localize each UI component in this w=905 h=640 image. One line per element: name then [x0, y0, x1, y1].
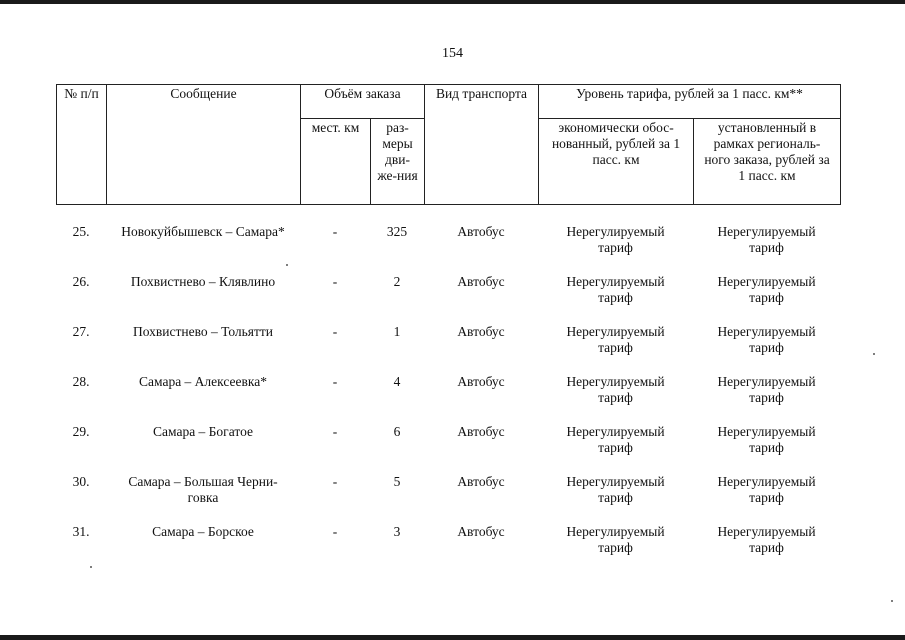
table-row — [56, 272, 840, 322]
table-row — [56, 222, 840, 272]
row-route: Новокуйбышевск – Самара* — [121, 224, 285, 239]
row-seats: - — [332, 224, 338, 239]
row-tariff-economic: Нерегулируемый тариф — [566, 424, 665, 455]
row-transport: Автобус — [457, 274, 505, 289]
row-tariff-regional: Нерегулируемый тариф — [717, 274, 816, 305]
row-number: 27. — [72, 324, 90, 339]
scan-speck — [873, 353, 875, 355]
row-route: Самара – Алексеевка* — [139, 374, 267, 389]
row-transport: Автобус — [457, 524, 505, 539]
row-route: Самара – Борское — [152, 524, 254, 539]
row-trips: 2 — [393, 274, 401, 289]
header-tariff-regional: установленный в рамках региональ-ного заказа, рублей за 1 пасс. км — [694, 119, 841, 205]
row-number: 31. — [72, 524, 90, 539]
row-transport: Автобус — [457, 424, 505, 439]
row-route: Самара – Богатое — [153, 424, 253, 439]
header-tariff: Уровень тарифа, рублей за 1 пасс. км** — [539, 85, 841, 119]
row-tariff-regional: Нерегулируемый тариф — [717, 324, 816, 355]
row-tariff-regional: Нерегулируемый тариф — [717, 374, 816, 405]
row-transport: Автобус — [457, 374, 505, 389]
table-row — [56, 422, 840, 472]
row-number: 25. — [72, 224, 90, 239]
row-route: Похвистнево – Клявлино — [130, 274, 276, 289]
row-seats: - — [332, 274, 338, 289]
row-seats: - — [332, 374, 338, 389]
row-trips: 325 — [386, 224, 408, 239]
scan-speck — [286, 264, 288, 266]
row-number: 26. — [72, 274, 90, 289]
table-row — [56, 322, 840, 372]
row-tariff-economic: Нерегулируемый тариф — [566, 324, 665, 355]
row-seats: - — [332, 474, 338, 489]
table-row — [56, 522, 840, 572]
row-transport: Автобус — [457, 224, 505, 239]
header-tariff-economic: экономически обос-нованный, рублей за 1 пасс. км — [539, 119, 694, 205]
row-trips: 4 — [393, 374, 401, 389]
row-trips: 3 — [393, 524, 401, 539]
row-tariff-economic: Нерегулируемый тариф — [566, 524, 665, 555]
scan-speck — [891, 600, 893, 602]
row-tariff-economic: Нерегулируемый тариф — [566, 224, 665, 255]
table-body — [56, 222, 840, 572]
header-volume-trips: раз-меры дви-же-ния — [371, 119, 425, 205]
table-row — [56, 372, 840, 422]
scan-speck — [90, 566, 92, 568]
row-tariff-regional: Нерегулируемый тариф — [717, 424, 816, 455]
row-trips: 5 — [393, 474, 401, 489]
row-trips: 1 — [393, 324, 401, 339]
row-seats: - — [332, 424, 338, 439]
row-tariff-economic: Нерегулируемый тариф — [566, 374, 665, 405]
row-number: 29. — [72, 424, 90, 439]
page-number: 154 — [442, 46, 463, 61]
row-route: Похвистнево – Тольятти — [132, 324, 274, 339]
row-tariff-regional: Нерегулируемый тариф — [717, 224, 816, 255]
row-number: 30. — [72, 474, 90, 489]
row-tariff-economic: Нерегулируемый тариф — [566, 474, 665, 505]
row-seats: - — [332, 324, 338, 339]
bottom-border-line — [0, 635, 905, 640]
row-tariff-regional: Нерегулируемый тариф — [717, 474, 816, 505]
header-route: Сообщение — [107, 85, 301, 205]
header-volume: Объём заказа — [301, 85, 425, 119]
table-row — [56, 472, 840, 522]
header-transport: Вид транспорта — [425, 85, 539, 205]
row-seats: - — [332, 524, 338, 539]
header-num: № п/п — [57, 85, 107, 205]
table-header — [56, 84, 841, 205]
row-transport: Автобус — [457, 474, 505, 489]
row-tariff-economic: Нерегулируемый тариф — [566, 274, 665, 305]
row-trips: 6 — [393, 424, 401, 439]
top-border-line — [0, 0, 905, 4]
header-volume-seats: мест. км — [301, 119, 371, 205]
row-tariff-regional: Нерегулируемый тариф — [717, 524, 816, 555]
row-transport: Автобус — [457, 324, 505, 339]
row-number: 28. — [72, 374, 90, 389]
row-route: Самара – Большая Черни-говка — [128, 474, 278, 505]
